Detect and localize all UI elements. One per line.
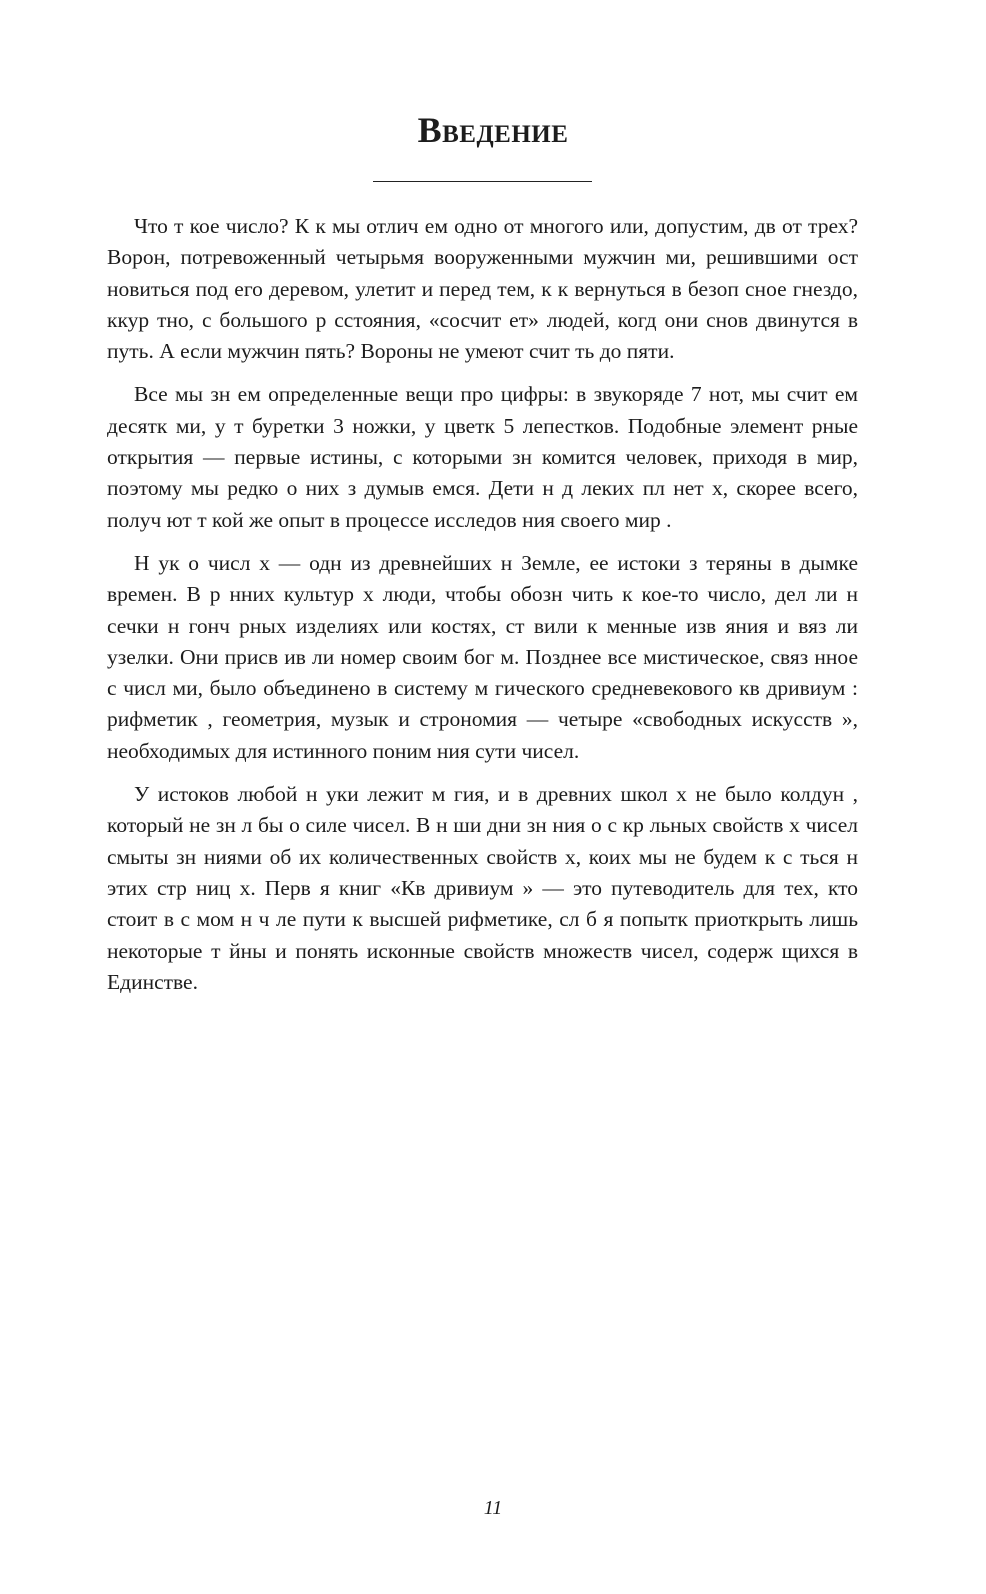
title-underline-divider xyxy=(373,181,592,182)
page-number: 11 xyxy=(483,1497,503,1519)
paragraph: Что т кое число? К к мы отлич ем одно от многого или, допустим, дв от трех? Ворон, потревоженный четырьмя вооруженными мужчин ми, решившими ост новиться под его деревом, улетит и перед тем, к к вернуться в безоп сное гнездо, ккур тно, с большого р сстояния, «сосчит ет» людей, когд они снов двинутся в путь. А если мужчин пять? Вороны не умеют счит ть до пяти. xyxy=(107,214,858,364)
chapter-title: Введение xyxy=(417,110,569,150)
paragraph: У истоков любой н уки лежит м гия, и в древних школ х не было колдун , который не зн л бы о силе чисел. В н ши дни зн ния о с кр льных свойств х чисел смыты зн ниями об их количественных свойств х, коих мы не будем к с ться н этих стр ниц х. Перв я книг «Кв дривиум » — это путеводитель для тех, кто стоит в с мом н ч ле пути к высшей рифметике, сл б я попытк приоткрыть лишь некоторые т йны и понять исконные свойств множеств чисел, содерж щихся в Единстве. xyxy=(107,782,858,994)
paragraph: Все мы зн ем определенные вещи про цифры: в звукоряде 7 нот, мы счит ем десятк ми, у т буретки 3 ножки, у цветк 5 лепестков. Подобные элемент рные открытия — первые истины, с которыми зн комится человек, приходя в мир, поэтому мы редко о них з думыв емся. Дети н д леких пл нет х, скорее всего, получ ют т кой же опыт в процессе исследов ния своего мир . xyxy=(107,382,858,532)
paragraph: Н ук о числ х — одн из древнейших н Земле, ее истоки з теряны в дымке времен. В р нних культур х люди, чтобы обозн чить к кое-то число, дел ли н сечки н гонч рных изделиях или костях, ст вили к менные изв яния и вяз ли узелки. Они присв ив ли номер своим бог м. Позднее все мистическое, связ нное с числ ми, было объединено в систему м гического средневекового кв дривиум : рифметик , геометрия, музык и строномия — четыре «свободных искусств », необходимых для истинного поним ния сути чисел. xyxy=(107,550,858,763)
chapter-body xyxy=(107,211,858,1010)
